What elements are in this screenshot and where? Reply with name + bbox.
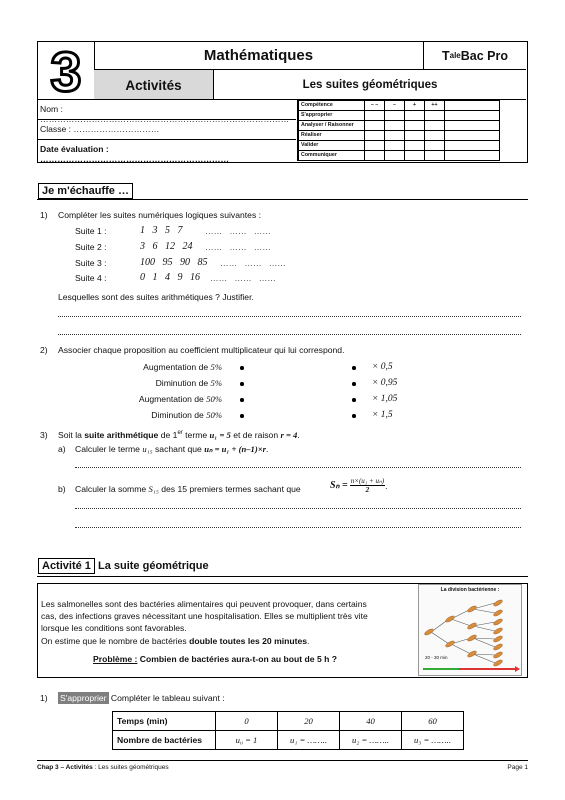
q1-number: 1) [40,210,48,220]
answer-line[interactable] [58,334,521,335]
q3-bold: suite arithmétique [84,430,159,440]
suite-label: Suite 2 : [75,242,107,252]
warmup-title: Je m'échauffe … [38,183,133,199]
level-main: T [441,48,450,63]
q3-mid2: terme [182,430,210,440]
prop-right: × 0,95 [372,378,398,388]
competence-row [299,141,500,151]
suite-label: Suite 4 : [75,273,107,283]
answer-line[interactable] [58,316,521,317]
context-line: Les salmonelles sont des bactéries alimentaires qui peuvent provoquer, dans certains [41,599,367,609]
competence-row [299,121,500,131]
competence-row [299,131,500,141]
suite-blanks[interactable]: …… …… …… [205,226,271,236]
table-cell: u₀ = 1 [216,731,278,750]
header-box [37,41,528,163]
qa-formula: uₙ = u₁ + (n–1)×r [204,444,266,454]
activity-label: Activités [94,70,214,100]
page-number: Page 1 [507,764,528,771]
table-cell[interactable]: u₃ = …….. [402,731,464,750]
table-cell[interactable]: u₂ = …….. [340,731,402,750]
prop-right: × 0,5 [372,362,393,372]
act-q1 [58,693,225,703]
estimate-end: . [307,636,310,646]
level-col: – [385,101,405,111]
estimate-pre: On estime que le nombre de bactéries [41,636,190,646]
q3-mid: de 1 [158,430,178,440]
grade-cell[interactable] [405,121,425,131]
q1-followup: Lesquelles sont des suites arithmétiques ? Justifier. [58,292,254,302]
level-label [424,42,526,70]
prop-left-text: Augmentation de [138,394,207,404]
match-dot[interactable] [240,366,244,370]
q3-text [58,430,300,440]
prop-left-value: 50% [206,410,222,420]
competence-grid [298,100,526,161]
table-row [113,712,464,731]
competence-label: Valider [299,141,365,151]
prop-left-text: Diminution de [151,410,207,420]
extra-cell [445,111,500,121]
prop-left [0,394,222,404]
grade-cell[interactable] [425,111,445,121]
qb-fraction-num: n×(u₁ + uₙ) [350,477,385,485]
qa-text-mid: sachant que [152,444,205,454]
competence-label: Réaliser [299,131,365,141]
act-q1-number: 1) [40,693,48,703]
extra-cell [445,151,500,161]
qa-label: a) [58,444,66,454]
q3-sup: er [177,430,183,437]
level-sup: ale [449,51,461,60]
grade-cell[interactable] [365,131,385,141]
table-cell: 60 [402,712,464,731]
suite-values: 0 1 4 9 16 [140,272,200,283]
match-dot[interactable] [352,414,356,418]
context-line: cas, des infections graves nécessitant une hospitalisation. Elles se multiplient très vite [41,611,368,621]
competence-row [299,111,500,121]
diagram-time: 20 - 30 min [425,655,448,660]
grade-cell[interactable] [425,131,445,141]
bacteria-division-diagram [418,584,522,676]
diagram-title: La division bactérienne : [440,587,500,593]
competence-header-row [299,101,500,111]
table-row [113,731,464,750]
problem-label: Problème : [93,654,138,664]
qa-text [75,444,268,455]
info-divider [38,139,296,140]
prop-left-text: Diminution de [155,378,211,388]
match-dot[interactable] [240,382,244,386]
table-cell: 40 [340,712,402,731]
prop-left [0,410,222,420]
qb-label: b) [58,484,66,494]
suite-values: 100 95 90 85 [140,257,208,268]
prop-left-value: 5% [210,362,222,372]
suite-blanks[interactable]: …… …… …… [205,242,271,252]
competence-badge: S'approprier [60,693,107,703]
q3-mid3: et de raison [230,430,281,440]
problem-text: Combien de bactéries aura-t-on au bout de 5 h ? [137,654,338,664]
footer-left [37,764,169,771]
class-field[interactable]: Classe : ………………………… [40,124,160,134]
prop-left-value: 50% [206,394,222,404]
footer-chapter: Chap 3 – Activités [37,764,93,771]
level-col: + [405,101,425,111]
level-col: ++ [425,101,445,111]
qa-text-pre: Calculer le terme [75,444,143,454]
prop-left [0,362,222,372]
competence-header: Compétence [299,101,365,111]
q2-number: 2) [40,345,48,355]
q3-u1: u₁ = 5 [209,430,231,440]
suite-values: 3 6 12 24 [140,241,193,252]
qb-fraction-den: 2 [365,486,370,494]
q1-text: Compléter les suites numériques logiques suivantes : [58,210,262,220]
grade-cell[interactable] [405,131,425,141]
qa-end: . [265,444,269,454]
grade-cell[interactable] [385,141,405,151]
suite-blanks[interactable]: …… …… …… [220,258,286,268]
chapter-number-graphic [43,45,89,97]
grade-cell[interactable] [405,141,425,151]
grade-cell[interactable] [425,151,445,161]
competence-label: S'approprier [299,111,365,121]
estimate-bold: double toutes les 20 minutes [189,636,308,646]
match-dot[interactable] [352,382,356,386]
bacteria-table [112,711,464,750]
q3-end: . [297,430,300,440]
qb-end: . [385,480,388,491]
prop-left-value: 5% [210,378,222,388]
row-header: Nombre de bactéries [113,731,216,750]
activity1-heading [38,560,209,572]
qb-fraction [350,477,388,494]
grade-cell[interactable] [365,151,385,161]
prop-left-text: Augmentation de [143,362,211,372]
problem-line [93,654,337,664]
match-dot[interactable] [240,414,244,418]
q2-text: Associer chaque proposition au coefficient multiplicateur qui lui correspond. [58,345,345,355]
qb-term: S₁₅ [148,484,159,494]
qb-formula-lhs: Sₙ = [330,480,348,491]
qb-text-pre: Calculer la somme [75,484,149,494]
qb-text [75,484,301,494]
row-header: Temps (min) [113,712,216,731]
match-dot[interactable] [352,366,356,370]
extra-cell [445,131,500,141]
grade-cell[interactable] [385,111,405,121]
student-info [38,100,298,164]
prop-right: × 1,05 [372,394,398,404]
answer-line[interactable] [75,467,521,468]
context-line: lorsque les conditions sont favorables. [41,623,187,633]
grade-cell[interactable] [365,111,385,121]
chapter-title: Les suites géométriques [302,79,438,91]
table-cell: 20 [278,712,340,731]
answer-line[interactable] [75,508,521,509]
q3-pre: Soit la [58,430,85,440]
estimate-line [41,636,309,646]
prop-right: × 1,5 [372,410,393,420]
q3-number: 3) [40,430,48,440]
grade-cell[interactable] [385,121,405,131]
suite-label: Suite 1 : [75,226,107,236]
level-rest: Bac Pro [460,48,508,63]
chapter-number-cell [38,42,95,100]
table-cell: 0 [216,712,278,731]
level-col: – – [365,101,385,111]
activity1-title: La suite géométrique [97,560,209,572]
competence-row [299,151,500,161]
grade-cell[interactable] [385,131,405,141]
extra-cell [445,141,500,151]
chapter-number: 3 [50,45,82,97]
match-dot[interactable] [240,398,244,402]
grade-cell[interactable] [385,151,405,161]
competence-label: Analyser / Raisonner [299,121,365,131]
qb-formula [330,477,387,494]
q3-r: r = 4 [280,430,298,440]
footer-rule [37,760,528,761]
suite-values: 1 3 5 7 [140,225,183,236]
answer-line[interactable] [75,527,521,528]
bacteria-tree-graphic [419,594,521,674]
extra-col [445,101,500,111]
prop-left [0,378,222,388]
grade-cell[interactable] [425,141,445,151]
suite-label: Suite 3 : [75,258,107,268]
info-divider [38,119,296,120]
subject-title: Mathématiques [94,42,424,70]
qa-term: u₁₅ [142,444,153,454]
activity1-label: Activité 1 [38,558,95,574]
activity1-rule [37,576,528,577]
date-field[interactable]: Date évaluation : ………………………………………………………… [40,144,230,164]
grade-cell[interactable] [405,111,425,121]
grade-cell[interactable] [365,141,385,151]
table-cell[interactable]: u₁ = …….. [278,731,340,750]
suite-blanks[interactable]: …… …… …… [210,273,276,283]
qb-text-mid: des 15 premiers termes sachant que [158,484,301,494]
competence-label: Communiquer [299,151,365,161]
grade-cell[interactable] [365,121,385,131]
extra-cell [445,121,500,131]
grade-cell[interactable] [405,151,425,161]
warmup-rule [37,199,528,200]
act-q1-text: Compléter le tableau suivant : [108,693,225,703]
footer-title: : Les suites géométriques [92,764,169,771]
grade-cell[interactable] [425,121,445,131]
match-dot[interactable] [352,398,356,402]
name-field[interactable]: Nom : …………………………………………………………………………… [40,104,290,124]
